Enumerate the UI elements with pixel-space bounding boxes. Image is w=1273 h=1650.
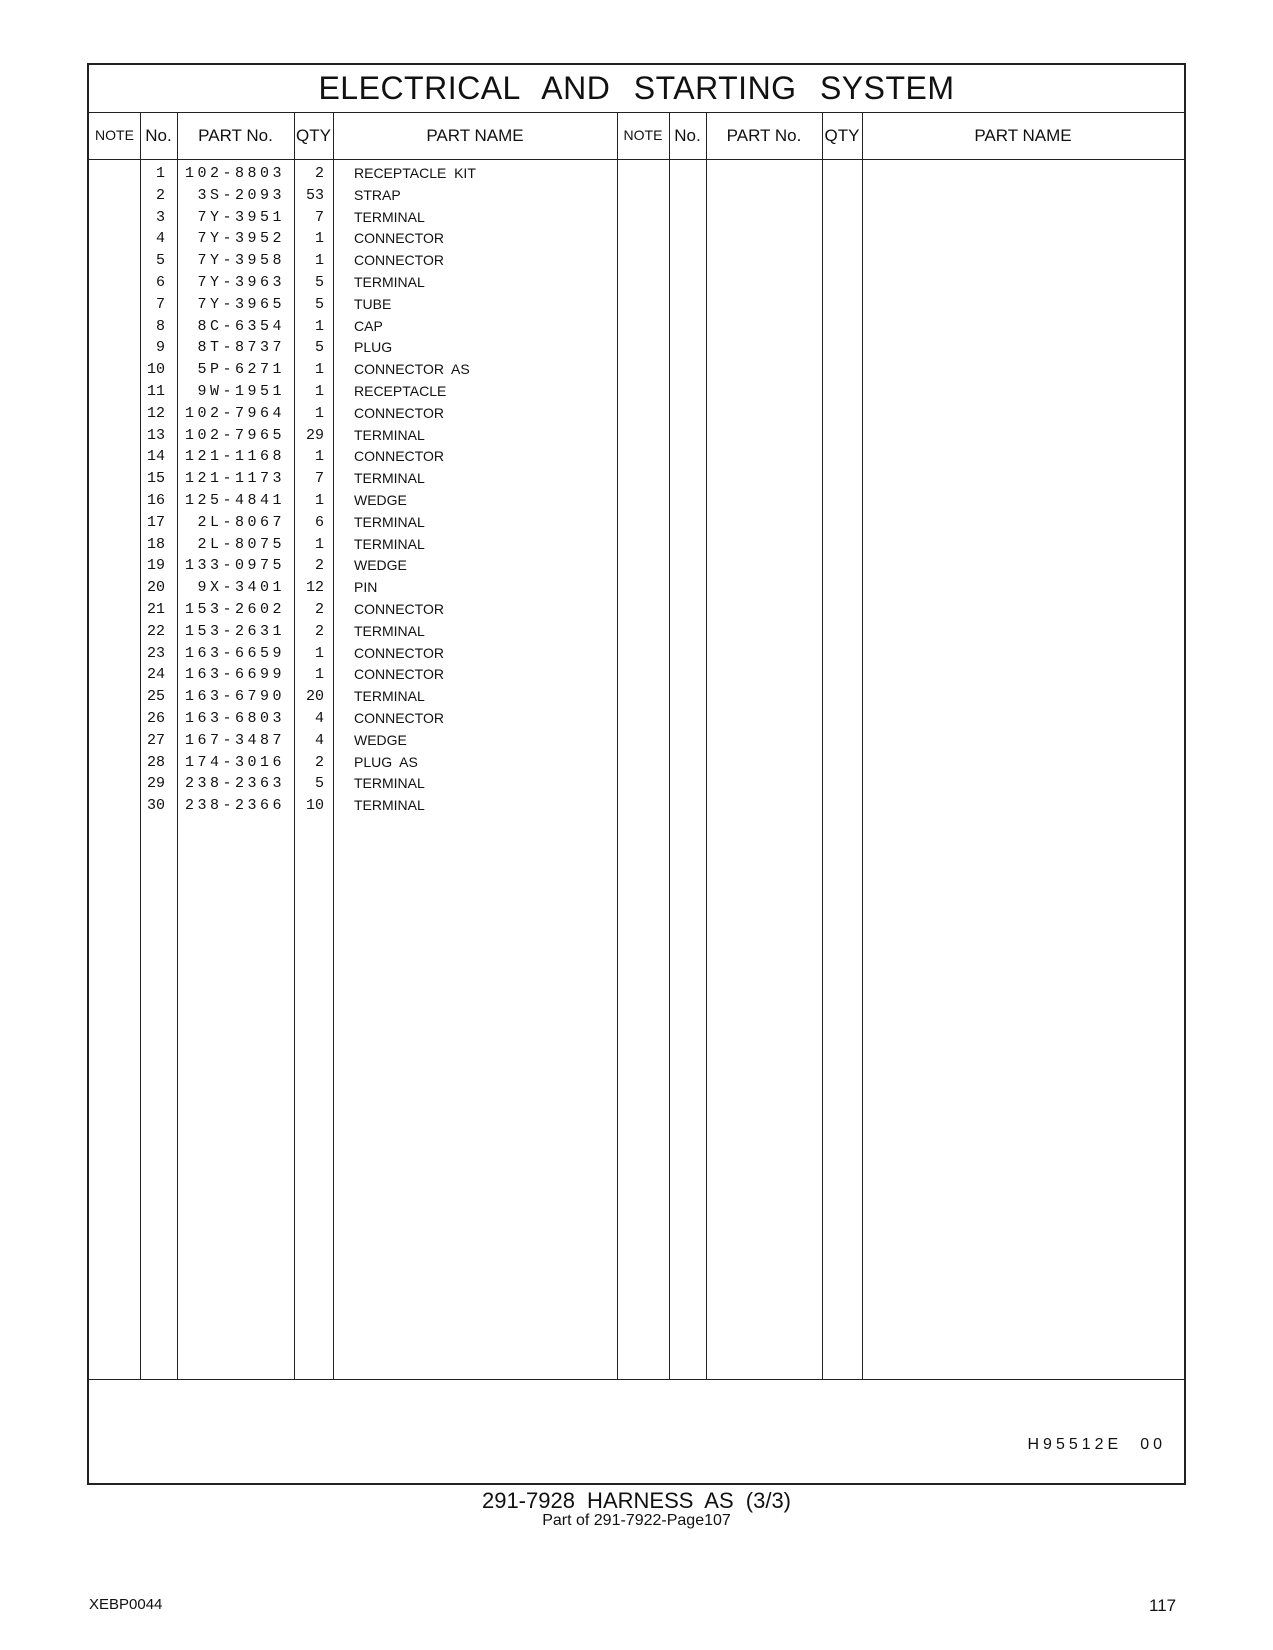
quantity: 10	[305, 797, 324, 815]
quantity: 1	[314, 230, 324, 248]
part-name: STRAP	[354, 186, 401, 203]
part-name: TERMINAL	[354, 470, 425, 487]
quantity: 1	[314, 383, 324, 400]
table-row	[89, 448, 1184, 471]
part-number: 7Y-3952	[197, 230, 285, 248]
header-part-name-left: PART NAME	[426, 126, 524, 145]
table-row	[89, 775, 1184, 798]
part-name: CAP	[354, 317, 383, 334]
header-part-no-right: PART No.	[726, 126, 802, 145]
part-name: TERMINAL	[354, 535, 425, 552]
part-name: PLUG	[354, 339, 393, 356]
header-note-right: NOTE	[623, 127, 663, 143]
table-row	[89, 318, 1184, 341]
quantity: 7	[314, 470, 324, 488]
part-number: 3S-2093	[197, 186, 285, 204]
part-name: CONNECTOR	[354, 404, 444, 421]
document-revision: 00	[1140, 1436, 1166, 1453]
quantity: 1	[314, 448, 324, 466]
table-row	[89, 470, 1184, 493]
table-row	[89, 209, 1184, 232]
quantity: 2	[314, 557, 324, 575]
part-name: RECEPTACLE	[354, 383, 447, 399]
item-number: 24	[146, 666, 165, 684]
item-number: 8	[155, 317, 165, 335]
part-name: CONNECTOR	[354, 666, 444, 683]
header-note-left: NOTE	[95, 127, 134, 143]
table-row	[89, 557, 1184, 580]
part-number: 102-7964	[184, 404, 285, 422]
item-number: 25	[146, 688, 165, 706]
part-name: CONNECTOR	[354, 252, 444, 269]
item-number: 13	[146, 426, 165, 444]
part-number: 7Y-3965	[197, 295, 285, 313]
table-row	[89, 274, 1184, 297]
quantity: 5	[314, 274, 324, 291]
assembly-reference: Part of 291-7922-Page107	[542, 1512, 731, 1529]
part-number: 102-7965	[184, 426, 285, 444]
quantity: 5	[314, 339, 324, 357]
item-number: 7	[155, 295, 165, 313]
table-row	[89, 252, 1184, 275]
page-number: 117	[1149, 1596, 1177, 1615]
part-name: TERMINAL	[354, 513, 425, 530]
item-number: 14	[146, 448, 165, 466]
part-number: 163-6790	[184, 688, 285, 706]
table-row	[89, 688, 1184, 711]
part-number: 5P-6271	[197, 361, 285, 379]
quantity: 1	[314, 492, 324, 509]
part-name: PLUG AS	[354, 753, 418, 770]
part-name: TERMINAL	[354, 622, 425, 639]
quantity: 2	[314, 601, 324, 618]
quantity: 5	[314, 775, 324, 793]
header-qty-right: QTY	[824, 126, 860, 145]
table-row	[89, 427, 1184, 450]
part-name: PIN	[354, 579, 378, 596]
part-name: WEDGE	[354, 492, 407, 508]
table-row	[89, 579, 1184, 602]
part-number: 125-4841	[184, 492, 285, 509]
item-number: 21	[146, 601, 165, 618]
quantity: 1	[314, 252, 324, 270]
part-name: TUBE	[354, 295, 392, 312]
quantity: 1	[314, 644, 324, 662]
part-number: 153-2631	[184, 622, 285, 640]
item-number: 23	[146, 644, 165, 662]
item-number: 27	[146, 731, 165, 749]
item-number: 15	[146, 470, 165, 488]
quantity: 2	[314, 622, 324, 640]
table-row	[89, 339, 1184, 362]
table-row	[89, 623, 1184, 646]
table-row	[89, 666, 1184, 689]
table-row	[89, 296, 1184, 319]
part-name: CONNECTOR	[354, 448, 444, 465]
quantity: 1	[314, 361, 324, 379]
document-reference	[1027, 1436, 1166, 1454]
quantity: 1	[314, 535, 324, 553]
quantity: 1	[314, 317, 324, 335]
table-row	[89, 601, 1184, 624]
item-number: 18	[146, 535, 165, 553]
table-row	[89, 732, 1184, 755]
part-name: TERMINAL	[354, 797, 425, 814]
part-number: 121-1173	[184, 470, 285, 488]
part-number: 238-2363	[184, 775, 285, 793]
part-number: 238-2366	[184, 797, 285, 815]
part-number: 163-6803	[184, 710, 285, 727]
quantity: 2	[314, 165, 324, 182]
part-number: 102-8803	[184, 165, 285, 182]
footer-doc-number: XEBP0044	[89, 1596, 163, 1613]
table-row	[89, 405, 1184, 428]
part-name: CONNECTOR	[354, 644, 444, 661]
quantity: 20	[305, 688, 324, 706]
table-row	[89, 754, 1184, 777]
table-row	[89, 187, 1184, 210]
item-number: 9	[155, 339, 165, 357]
part-name: WEDGE	[354, 731, 407, 748]
table-row	[89, 645, 1184, 668]
item-number: 11	[146, 383, 165, 400]
header-part-no-left: PART No.	[198, 126, 273, 145]
page-title: ELECTRICAL AND STARTING SYSTEM	[89, 65, 1184, 113]
item-number: 12	[146, 404, 165, 422]
part-name: TERMINAL	[354, 775, 425, 792]
item-number: 17	[146, 513, 165, 531]
table-row	[89, 361, 1184, 384]
part-name: CONNECTOR AS	[354, 361, 470, 378]
part-number: 7Y-3951	[197, 208, 285, 226]
header-no-left: No.	[145, 126, 172, 145]
part-number: 7Y-3963	[197, 274, 285, 291]
item-number: 3	[155, 208, 165, 226]
part-number: 2L-8075	[197, 535, 285, 553]
header-part-name-right: PART NAME	[974, 126, 1072, 145]
quantity: 29	[305, 426, 324, 444]
quantity: 12	[305, 579, 324, 597]
quantity: 6	[314, 513, 324, 531]
part-number: 9X-3401	[197, 579, 285, 597]
item-number: 6	[155, 274, 165, 291]
part-name: TERMINAL	[354, 426, 425, 443]
table-row	[89, 797, 1184, 820]
item-number: 10	[146, 361, 165, 379]
part-number: 9W-1951	[197, 383, 285, 400]
table-row	[89, 710, 1184, 733]
document-code: H95512E	[1027, 1436, 1123, 1453]
item-number: 2	[155, 186, 165, 204]
table-row	[89, 536, 1184, 559]
item-number: 1	[155, 165, 165, 182]
part-number: 121-1168	[184, 448, 285, 466]
assembly-title: 291-7928 HARNESS AS (3/3)	[481, 1488, 792, 1513]
item-number: 4	[155, 230, 165, 248]
quantity: 4	[314, 710, 324, 727]
part-name: CONNECTOR	[354, 601, 444, 617]
quantity: 5	[314, 295, 324, 313]
part-number: 2L-8067	[197, 513, 285, 531]
item-number: 20	[146, 579, 165, 597]
part-number: 163-6659	[184, 644, 285, 662]
quantity: 53	[305, 186, 324, 204]
table-header	[89, 112, 1184, 160]
part-name: TERMINAL	[354, 274, 425, 290]
part-number: 167-3487	[184, 731, 285, 749]
table-row	[89, 383, 1184, 406]
part-name: RECEPTACLE KIT	[354, 165, 476, 181]
quantity: 1	[314, 666, 324, 684]
part-name: TERMINAL	[354, 208, 425, 225]
part-number: 163-6699	[184, 666, 285, 684]
part-number: 7Y-3958	[197, 252, 285, 270]
part-number: 153-2602	[184, 601, 285, 618]
quantity: 7	[314, 208, 324, 226]
quantity: 4	[314, 731, 324, 749]
part-name: CONNECTOR	[354, 230, 444, 247]
quantity: 1	[314, 404, 324, 422]
item-number: 16	[146, 492, 165, 509]
part-number: 8C-6354	[197, 317, 285, 335]
item-number: 5	[155, 252, 165, 270]
header-no-right: No.	[674, 126, 701, 145]
part-number: 8T-8737	[197, 339, 285, 357]
table-row	[89, 514, 1184, 537]
header-qty-left: QTY	[296, 126, 331, 145]
quantity: 2	[314, 753, 324, 771]
table-row	[89, 230, 1184, 253]
item-number: 22	[146, 622, 165, 640]
part-number: 174-3016	[184, 753, 285, 771]
item-number: 26	[146, 710, 165, 727]
part-name: TERMINAL	[354, 688, 425, 705]
parts-table	[87, 63, 1186, 1485]
table-row	[89, 492, 1184, 515]
item-number: 30	[146, 797, 165, 815]
table-bottom-divider	[89, 1379, 1184, 1380]
part-number: 133-0975	[184, 557, 285, 575]
part-name: CONNECTOR	[354, 710, 444, 726]
table-row	[89, 165, 1184, 188]
item-number: 29	[146, 775, 165, 793]
item-number: 28	[146, 753, 165, 771]
part-name: WEDGE	[354, 557, 407, 574]
item-number: 19	[146, 557, 165, 575]
